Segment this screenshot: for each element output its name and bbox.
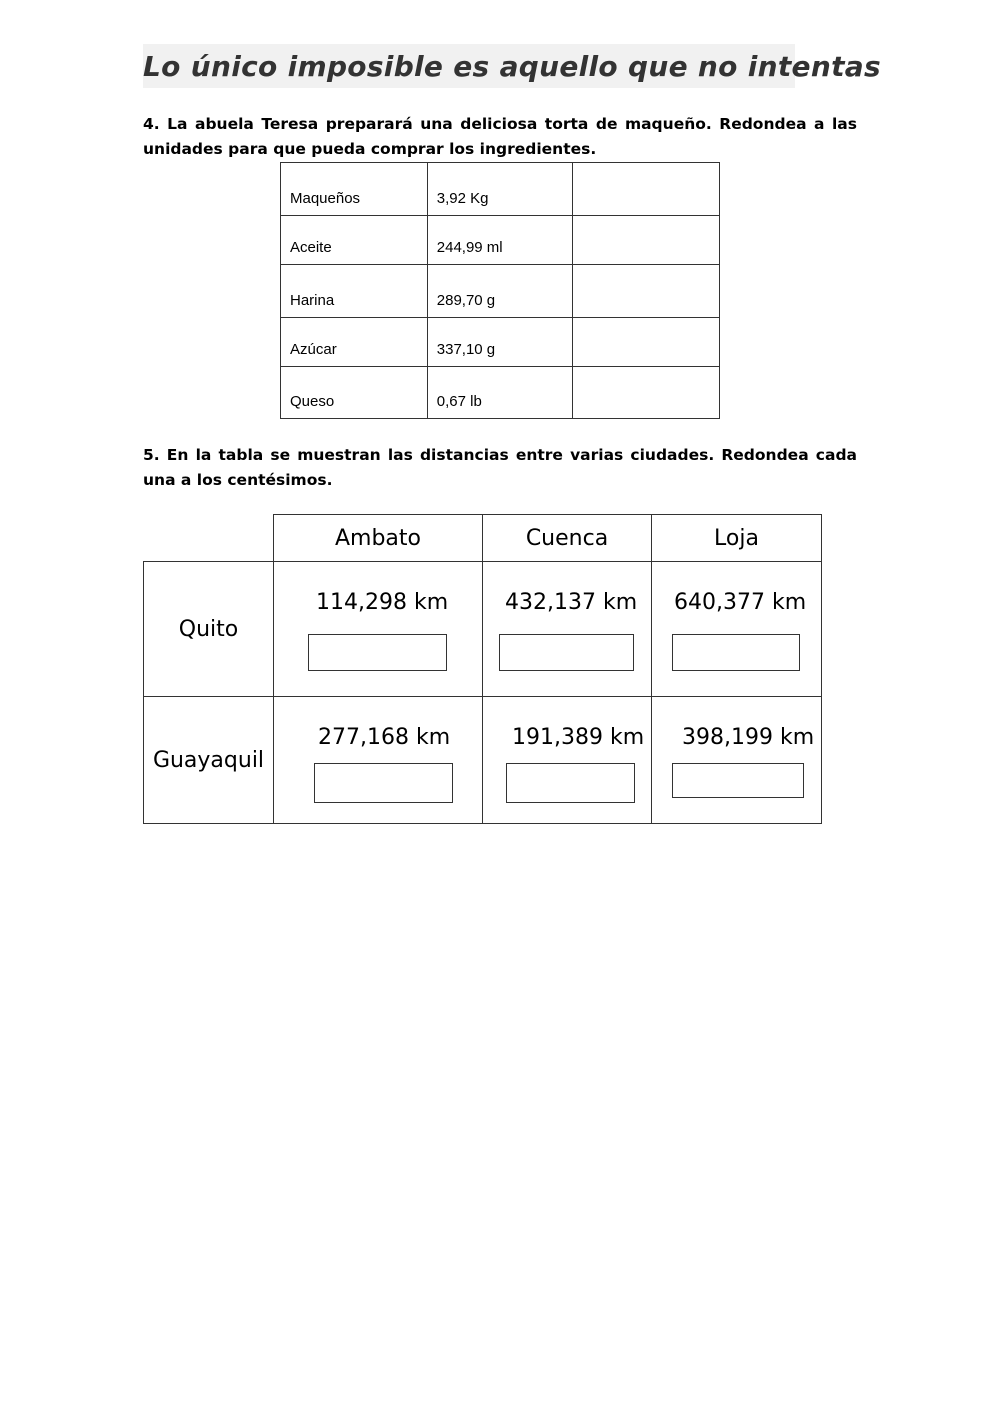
column-header-loja: Loja	[651, 514, 822, 562]
answer-box[interactable]	[314, 763, 453, 803]
rounded-answer-cell[interactable]	[573, 367, 720, 419]
distance-cell	[651, 696, 822, 824]
ingredient-amount: 289,70 g	[427, 265, 573, 318]
ingredient-amount: 244,99 ml	[427, 216, 573, 265]
answer-box[interactable]	[308, 634, 447, 671]
distance-value: 114,298 km	[316, 590, 449, 615]
distance-cell	[651, 561, 822, 697]
column-header-ambato: Ambato	[273, 514, 483, 562]
distance-cell	[273, 561, 483, 697]
rounded-answer-cell[interactable]	[573, 318, 720, 367]
answer-box[interactable]	[506, 763, 635, 803]
table-row	[281, 367, 720, 419]
question-5-text: 5. En la tabla se muestran las distancias entre varias ciudades. Redondea cada una a los centésimos.	[143, 446, 857, 489]
distance-cell	[273, 696, 483, 824]
answer-box[interactable]	[672, 634, 800, 671]
distance-value: 191,389 km	[512, 725, 645, 750]
question-4-text: 4. La abuela Teresa preparará una deliciosa torta de maqueño. Redondea a las unidades para que pueda comprar los ingredientes.	[143, 115, 857, 158]
row-header-guayaquil: Guayaquil	[143, 696, 274, 824]
answer-box[interactable]	[672, 763, 804, 798]
rounded-answer-cell[interactable]	[573, 216, 720, 265]
table-row	[281, 163, 720, 216]
rounded-answer-cell[interactable]	[573, 163, 720, 216]
distance-value: 398,199 km	[682, 725, 815, 750]
distance-value: 432,137 km	[505, 590, 638, 615]
distance-cell	[482, 561, 652, 697]
ingredient-name: Azúcar	[281, 318, 428, 367]
table-row	[281, 216, 720, 265]
distances-table	[143, 514, 822, 824]
ingredient-name: Harina	[281, 265, 428, 318]
ingredient-name: Queso	[281, 367, 428, 419]
row-header-quito: Quito	[143, 561, 274, 697]
ingredients-table	[280, 162, 720, 419]
ingredient-amount: 3,92 Kg	[427, 163, 573, 216]
ingredient-amount: 0,67 lb	[427, 367, 573, 419]
distance-cell	[482, 696, 652, 824]
ingredient-name: Maqueños	[281, 163, 428, 216]
table-row	[281, 318, 720, 367]
column-header-cuenca: Cuenca	[482, 514, 652, 562]
rounded-answer-cell[interactable]	[573, 265, 720, 318]
page-title: Lo único imposible es aquello que no intentas	[143, 50, 881, 83]
distance-value: 640,377 km	[674, 590, 807, 615]
answer-box[interactable]	[499, 634, 634, 671]
ingredient-name: Aceite	[281, 216, 428, 265]
ingredient-amount: 337,10 g	[427, 318, 573, 367]
table-row	[281, 265, 720, 318]
distance-value: 277,168 km	[318, 725, 451, 750]
